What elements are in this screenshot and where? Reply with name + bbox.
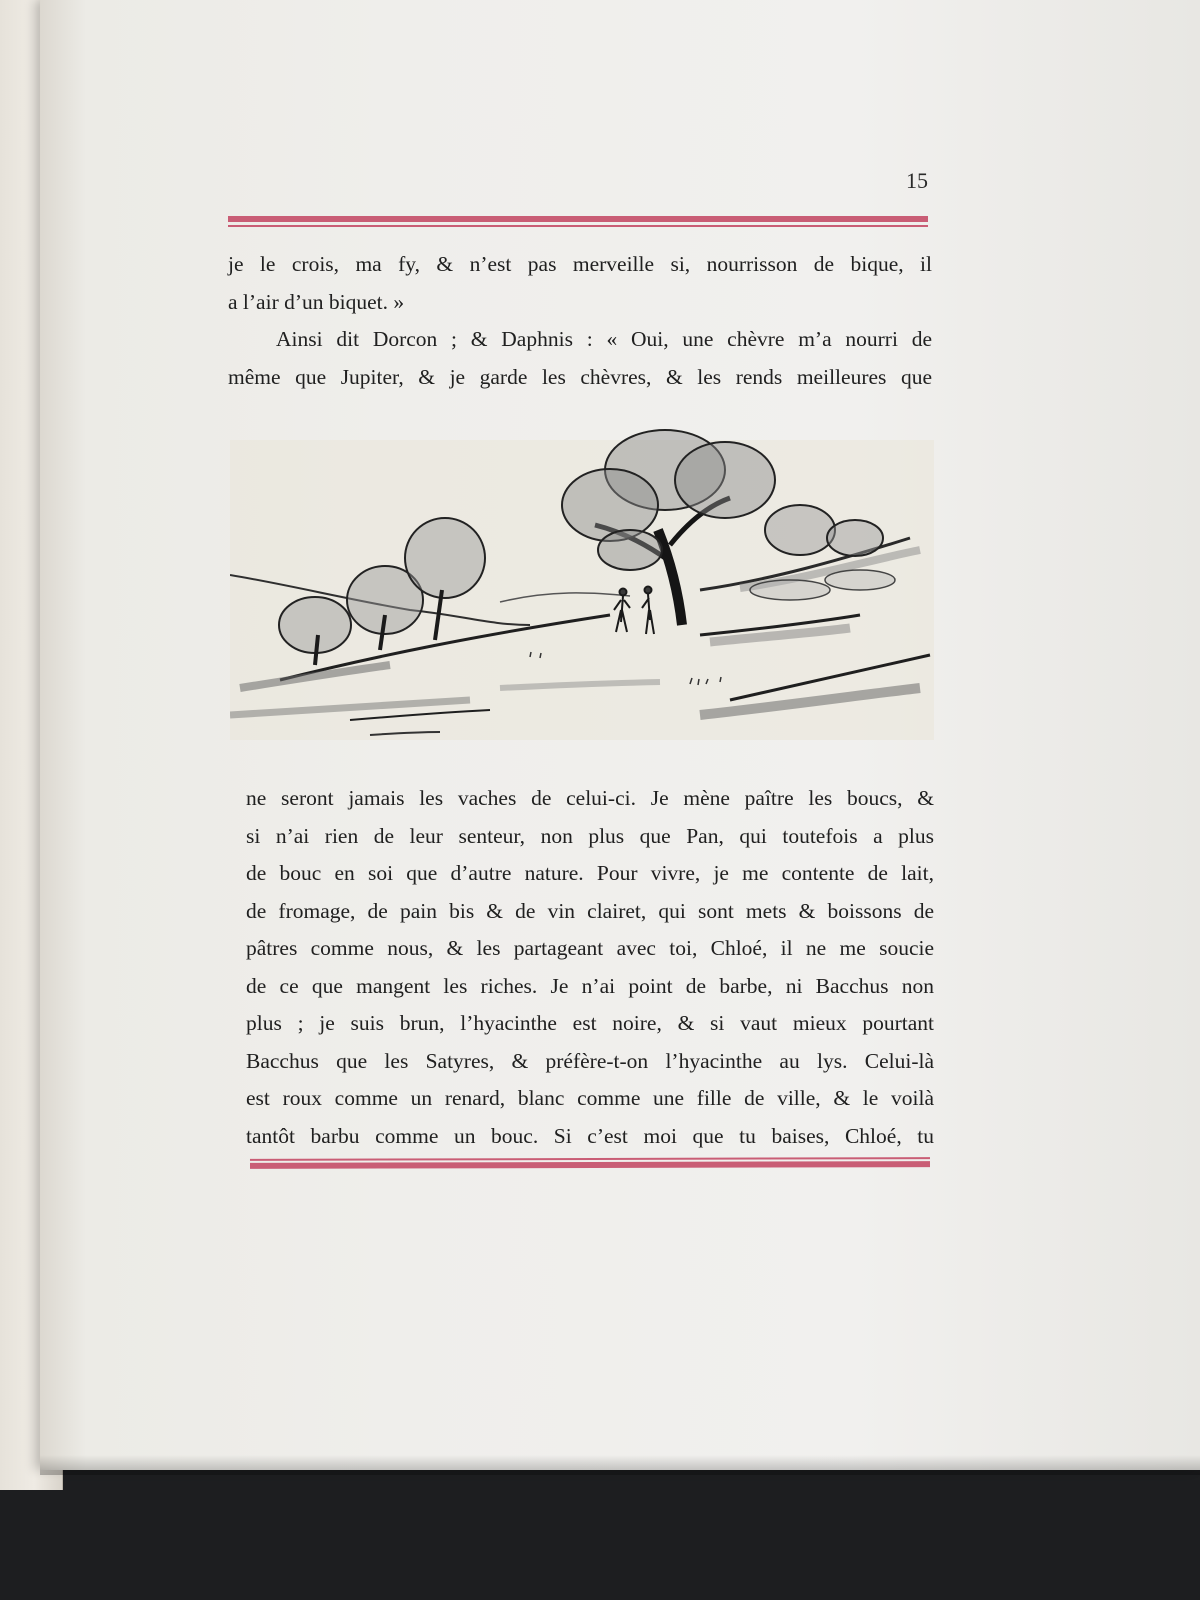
text-line: ne seront jamais les vaches de celui-ci. Je mène paître les boucs, & bbox=[246, 786, 934, 810]
bottom-text-block bbox=[246, 780, 934, 1155]
text-line: pâtres comme nous, & les partageant avec toi, Chloé, il ne me soucie bbox=[246, 936, 934, 960]
text-line: Ainsi dit Dorcon ; & Daphnis : « Oui, une chèvre m’a nourri de bbox=[276, 327, 932, 351]
text-line: même que Jupiter, & je garde les chèvres, & les rends meilleures que bbox=[228, 364, 932, 389]
text-line: a l’air d’un biquet. » bbox=[228, 289, 405, 314]
text-line: tantôt barbu comme un bouc. Si c’est moi que tu baises, Chloé, tu bbox=[246, 1123, 934, 1148]
top-text-block bbox=[228, 246, 932, 396]
landscape-illustration bbox=[230, 410, 934, 755]
text-line: de fromage, de pain bis & de vin clairet, qui sont mets & boissons de bbox=[246, 898, 934, 923]
text-line: plus ; je suis brun, l’hyacinthe est noire, & si vaut mieux pourtant bbox=[246, 1011, 934, 1035]
text-line: Bacchus que les Satyres, & préfère-t-on l’hyacinthe au lys. Celui-là bbox=[246, 1048, 934, 1073]
text-line: de ce que mangent les riches. Je n’ai point de barbe, ni Bacchus non bbox=[246, 973, 934, 998]
text-line: est roux comme un renard, blanc comme une fille de ville, & le voilà bbox=[246, 1086, 934, 1110]
bottom-double-rule bbox=[250, 1157, 930, 1171]
text-line: de bouc en soi que d’autre nature. Pour vivre, je me contente de lait, bbox=[246, 861, 934, 885]
text-line: je le crois, ma fy, & n’est pas merveille si, nourrisson de bique, il bbox=[228, 252, 932, 276]
show-through-text bbox=[70, 1330, 1200, 1390]
page-bottom-shadow bbox=[40, 1455, 1200, 1475]
top-double-rule bbox=[228, 216, 928, 228]
text-line: si n’ai rien de leur senteur, non plus que Pan, qui toutefois a plus bbox=[246, 823, 934, 848]
page-number: 15 bbox=[906, 168, 928, 193]
